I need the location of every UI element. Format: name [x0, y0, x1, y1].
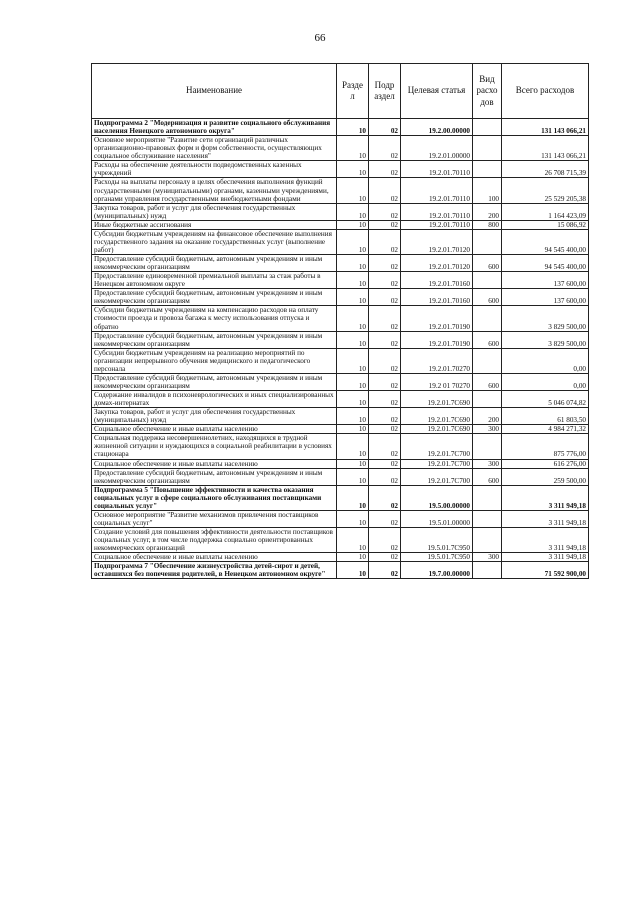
cell-section: 10 [337, 161, 369, 178]
cell-article: 19.2.01.7С690 [401, 391, 473, 408]
cell-article: 19.2.01.7С690 [401, 408, 473, 425]
table-row [92, 161, 589, 178]
cell-name: Подпрограмма 2 "Модернизация и развитие социального обслуживания населения Ненецкого автономного округа" [92, 119, 337, 136]
table-row [92, 553, 589, 562]
cell-total: 5 046 074,82 [502, 391, 589, 408]
cell-subsection: 02 [369, 425, 401, 434]
cell-expense-type: 600 [473, 468, 502, 485]
cell-article: 19.2.01.70190 [401, 306, 473, 331]
cell-name: Закупка товаров, работ и услуг для обеспечения государственных (муниципальных) нужд [92, 203, 337, 220]
cell-name: Предоставление субсидий бюджетным, автономным учреждениям и иным некоммерческим организациям [92, 331, 337, 348]
cell-expense-type: 200 [473, 408, 502, 425]
cell-total: 131 143 066,21 [502, 136, 589, 161]
cell-expense-type: 600 [473, 373, 502, 390]
subprogram-row [92, 119, 589, 136]
header-type: Вид расхо дов [473, 64, 502, 119]
cell-article: 19.2.01.70110 [401, 178, 473, 203]
cell-section: 10 [337, 229, 369, 254]
cell-subsection: 02 [369, 373, 401, 390]
cell-article: 19.2.01.00000 [401, 136, 473, 161]
table-row [92, 528, 589, 553]
table-row [92, 425, 589, 434]
cell-subsection: 02 [369, 178, 401, 203]
cell-name: Субсидии бюджетным учреждениям на компенсацию расходов на оплату стоимости проезда и провоза багажа к месту использования отпуска и обратно [92, 306, 337, 331]
cell-subsection: 02 [369, 468, 401, 485]
cell-subsection: 02 [369, 289, 401, 306]
cell-name: Предоставление субсидий бюджетным, автономным учреждениям и иным некоммерческим организациям [92, 255, 337, 272]
cell-name: Расходы на выплаты персоналу в целях обеспечения выполнения функций государственными (муниципальными) органами, казенными учреждениями, органами управления государственными внебюджетными фондами [92, 178, 337, 203]
cell-subsection: 02 [369, 203, 401, 220]
cell-subsection: 02 [369, 485, 401, 510]
cell-subsection: 02 [369, 391, 401, 408]
cell-subsection: 02 [369, 553, 401, 562]
cell-total: 25 529 205,38 [502, 178, 589, 203]
cell-subsection: 02 [369, 119, 401, 136]
cell-section: 10 [337, 178, 369, 203]
cell-subsection: 02 [369, 229, 401, 254]
cell-total: 875 776,00 [502, 434, 589, 459]
cell-expense-type [473, 119, 502, 136]
cell-name: Содержание инвалидов в психоневрологических и иных специализированных домах-интернатах [92, 391, 337, 408]
cell-name: Основное мероприятие "Развитие сети организаций различных организационно-правовых форм и форм собственности, осуществляющих социальное обслуживание населения" [92, 136, 337, 161]
cell-name: Иные бюджетные ассигнования [92, 220, 337, 229]
cell-article: 19.2.01.7С700 [401, 434, 473, 459]
cell-section: 10 [337, 136, 369, 161]
cell-section: 10 [337, 553, 369, 562]
cell-total: 26 708 715,39 [502, 161, 589, 178]
cell-name: Социальная поддержка несовершеннолетних, находящихся в трудной жизненной ситуации и нуждающихся в социальной реабилитации в условиях стационара [92, 434, 337, 459]
cell-total: 0,00 [502, 373, 589, 390]
cell-section: 10 [337, 272, 369, 289]
cell-total: 3 311 949,18 [502, 528, 589, 553]
budget-table [91, 63, 589, 579]
page-number: 66 [314, 32, 326, 44]
header-total: Всего расходов [502, 64, 589, 119]
cell-article: 19.2.01.70110 [401, 161, 473, 178]
table-row [92, 289, 589, 306]
cell-section: 10 [337, 203, 369, 220]
cell-subsection: 02 [369, 161, 401, 178]
cell-article: 19.2.01.70120 [401, 229, 473, 254]
cell-section: 10 [337, 459, 369, 468]
cell-section: 10 [337, 425, 369, 434]
cell-expense-type [473, 136, 502, 161]
table-row [92, 331, 589, 348]
cell-section: 10 [337, 528, 369, 553]
table-row [92, 272, 589, 289]
cell-section: 10 [337, 348, 369, 373]
cell-article: 19.5.01.00000 [401, 510, 473, 527]
cell-article: 19.2.00.00000 [401, 119, 473, 136]
header-section: Разде л [337, 64, 369, 119]
cell-expense-type: 200 [473, 203, 502, 220]
cell-name: Подпрограмма 5 "Повышение эффективности и качества оказания социальных услуг в сфере социального обслуживания поставщиками социальных услуг" [92, 485, 337, 510]
cell-expense-type [473, 434, 502, 459]
table-row [92, 468, 589, 485]
cell-article: 19.2.01.70270 [401, 348, 473, 373]
cell-total: 94 545 400,00 [502, 229, 589, 254]
cell-total: 131 143 066,21 [502, 119, 589, 136]
cell-total: 3 311 949,18 [502, 485, 589, 510]
cell-name: Социальное обеспечение и иные выплаты населению [92, 459, 337, 468]
cell-name: Субсидии бюджетным учреждениям на реализацию мероприятий по организации непрерывного обучения медицинского и педагогического персонала [92, 348, 337, 373]
cell-subsection: 02 [369, 136, 401, 161]
cell-subsection: 02 [369, 331, 401, 348]
cell-expense-type [473, 272, 502, 289]
cell-name: Предоставление единовременной премиальной выплаты за стаж работы в Ненецком автономном округе [92, 272, 337, 289]
cell-total: 94 545 400,00 [502, 255, 589, 272]
cell-expense-type: 100 [473, 178, 502, 203]
cell-name: Предоставление субсидий бюджетным, автономным учреждениям и иным некоммерческим организациям [92, 468, 337, 485]
cell-expense-type: 600 [473, 331, 502, 348]
cell-article: 19.2.01.70160 [401, 272, 473, 289]
cell-name: Предоставление субсидий бюджетным, автономным учреждениям и иным некоммерческим организациям [92, 373, 337, 390]
table-row [92, 391, 589, 408]
cell-article: 19.7.00.00000 [401, 562, 473, 579]
table-row [92, 306, 589, 331]
cell-subsection: 02 [369, 306, 401, 331]
cell-total: 0,00 [502, 348, 589, 373]
cell-name: Субсидии бюджетным учреждениям на финансовое обеспечение выполнения государственного задания на оказание государственных услуг (выполнение работ) [92, 229, 337, 254]
table-row [92, 136, 589, 161]
cell-expense-type [473, 306, 502, 331]
cell-section: 10 [337, 434, 369, 459]
cell-name: Создание условий для повышения эффективности деятельности поставщиков социальных услуг, в том числе поддержка социально ориентированных некоммерческих организаций [92, 528, 337, 553]
cell-section: 10 [337, 562, 369, 579]
cell-name: Основное мероприятие "Развитие механизмов привлечения поставщиков социальных услуг" [92, 510, 337, 527]
cell-section: 10 [337, 220, 369, 229]
cell-subsection: 02 [369, 510, 401, 527]
cell-section: 10 [337, 408, 369, 425]
table-row [92, 229, 589, 254]
cell-article: 19.2.01.70110 [401, 203, 473, 220]
header-name: Наименование [92, 64, 337, 119]
cell-expense-type: 800 [473, 220, 502, 229]
cell-article: 19.2.01.70160 [401, 289, 473, 306]
cell-section: 10 [337, 331, 369, 348]
table-row [92, 255, 589, 272]
cell-article: 19.2.01.7С690 [401, 425, 473, 434]
cell-total: 71 592 900,00 [502, 562, 589, 579]
cell-expense-type: 300 [473, 425, 502, 434]
cell-article: 19.5.01.7С950 [401, 553, 473, 562]
cell-total: 15 086,92 [502, 220, 589, 229]
cell-expense-type [473, 485, 502, 510]
cell-article: 19.2.01.70190 [401, 331, 473, 348]
cell-total: 3 311 949,18 [502, 553, 589, 562]
table-row [92, 178, 589, 203]
cell-expense-type [473, 161, 502, 178]
cell-subsection: 02 [369, 220, 401, 229]
subprogram-row [92, 485, 589, 510]
table-row [92, 348, 589, 373]
cell-section: 10 [337, 391, 369, 408]
table-row [92, 459, 589, 468]
cell-expense-type: 300 [473, 553, 502, 562]
cell-expense-type [473, 562, 502, 579]
table-row [92, 203, 589, 220]
cell-subsection: 02 [369, 348, 401, 373]
cell-section: 10 [337, 468, 369, 485]
cell-expense-type [473, 348, 502, 373]
subprogram-row [92, 562, 589, 579]
cell-section: 10 [337, 255, 369, 272]
cell-subsection: 02 [369, 562, 401, 579]
cell-article: 19.2.01.7С700 [401, 468, 473, 485]
cell-total: 61 803,50 [502, 408, 589, 425]
table-row [92, 220, 589, 229]
cell-total: 137 600,00 [502, 289, 589, 306]
cell-total: 259 500,00 [502, 468, 589, 485]
cell-section: 10 [337, 289, 369, 306]
cell-expense-type: 300 [473, 459, 502, 468]
cell-total: 616 276,00 [502, 459, 589, 468]
cell-name: Социальное обеспечение и иные выплаты населению [92, 553, 337, 562]
cell-name: Социальное обеспечение и иные выплаты населению [92, 425, 337, 434]
cell-article: 19.2.01.70120 [401, 255, 473, 272]
cell-total: 137 600,00 [502, 272, 589, 289]
cell-total: 3 311 949,18 [502, 510, 589, 527]
cell-article: 19.5.00.00000 [401, 485, 473, 510]
cell-expense-type: 600 [473, 289, 502, 306]
cell-expense-type [473, 510, 502, 527]
cell-article: 19.2.01.7С700 [401, 459, 473, 468]
table-row [92, 434, 589, 459]
table-row [92, 373, 589, 390]
cell-expense-type [473, 229, 502, 254]
table-row [92, 408, 589, 425]
cell-section: 10 [337, 510, 369, 527]
table-header-row [92, 64, 589, 119]
cell-section: 10 [337, 306, 369, 331]
cell-article: 19.5.01.7С950 [401, 528, 473, 553]
cell-total: 3 829 500,00 [502, 306, 589, 331]
cell-subsection: 02 [369, 528, 401, 553]
cell-total: 3 829 500,00 [502, 331, 589, 348]
header-subsection: Подр аздел [369, 64, 401, 119]
cell-section: 10 [337, 485, 369, 510]
cell-total: 1 164 423,09 [502, 203, 589, 220]
cell-article: 19.2 01 70270 [401, 373, 473, 390]
cell-total: 4 984 271,32 [502, 425, 589, 434]
cell-expense-type [473, 528, 502, 553]
cell-subsection: 02 [369, 408, 401, 425]
cell-name: Закупка товаров, работ и услуг для обеспечения государственных (муниципальных) нужд [92, 408, 337, 425]
cell-name: Расходы на обеспечение деятельности подведомственных казенных учреждений [92, 161, 337, 178]
table-row [92, 510, 589, 527]
cell-expense-type: 600 [473, 255, 502, 272]
cell-subsection: 02 [369, 459, 401, 468]
cell-subsection: 02 [369, 272, 401, 289]
cell-article: 19.2.01.70110 [401, 220, 473, 229]
cell-subsection: 02 [369, 434, 401, 459]
cell-name: Предоставление субсидий бюджетным, автономным учреждениям и иным некоммерческим организациям [92, 289, 337, 306]
cell-name: Подпрограмма 7 "Обеспечение жизнеустройства детей-сирот и детей, оставшихся без попечения родителей, в Ненецком автономном округе" [92, 562, 337, 579]
cell-expense-type [473, 391, 502, 408]
cell-section: 10 [337, 119, 369, 136]
header-article: Целевая статья [401, 64, 473, 119]
cell-section: 10 [337, 373, 369, 390]
cell-subsection: 02 [369, 255, 401, 272]
